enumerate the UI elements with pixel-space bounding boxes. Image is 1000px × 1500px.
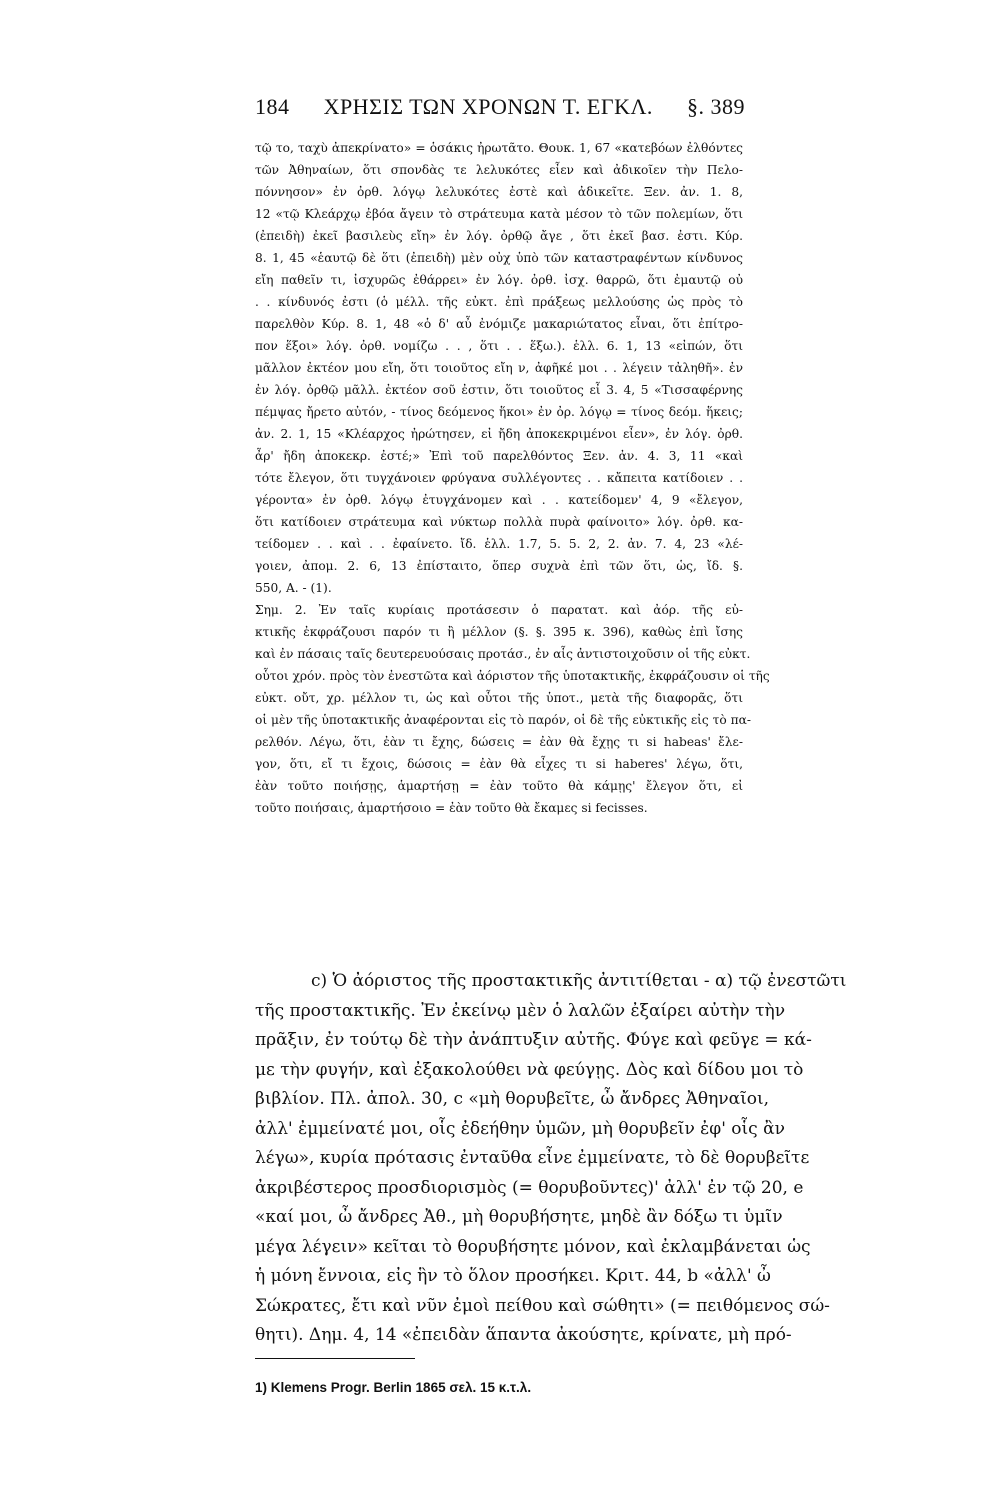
paragraph-line: ἀκριβέστερος προσδιορισμὸς (= θορυβοῦντες)' ἀλλ' ἐν τῷ 20, e: [255, 1177, 804, 1198]
text-line: 550, A. - (1).: [255, 581, 332, 595]
text-line: πόννησον» ἐν ὀρθ. λόγῳ λελυκότες ἐστὲ καὶ ἀδικεῖτε. Ξεν. ἀν. 1. 8,: [255, 185, 743, 199]
section-number: §. 389: [687, 94, 745, 119]
text-line: τείδομεν . . καὶ . . ἐφαίνετο. ἴδ. ἑλλ. 1.7, 5. 5. 2, 2. ἀν. 7. 4, 23 «λέ-: [255, 537, 743, 551]
text-line: τῶν Ἀθηναίων, ὅτι σπονδὰς τε λελυκότες εἶεν καὶ ἀδικοῖεν τὴν Πελο-: [255, 163, 743, 177]
note-line: οἱ μὲν τῆς ὑποτακτικῆς ἀναφέρονται εἰς τὸ παρόν, οἱ δὲ τῆς εὐκτικῆς εἰς τὸ πα-: [255, 713, 751, 727]
text-line: 12 «τῷ Κλεάρχῳ ἐβόα ἄγειν τὸ στράτευμα κατὰ μέσον τὸ τῶν πολεμίων, ὅτι: [255, 207, 743, 221]
note-line: καὶ ἐν πάσαις ταῖς δευτερευούσαις προτάσ., ἐν αἷς ἀντιστοιχοῦσιν οἱ τῆς εὐκτ.: [255, 647, 751, 661]
text-line: ἆρ' ἤδη ἀποκεκρ. ἐστέ;» Ἐπὶ τοῦ παρελθόντος Ξεν. ἀν. 4. 3, 11 «καὶ: [255, 449, 743, 463]
text-line: πέμψας ἤρετο αὐτόν, - τίνος δεόμενος ἥκοι» ἐν ὀρ. λόγῳ = τίνος δεόμ. ἥκεις;: [255, 405, 743, 419]
text-line: 8. 1, 45 «ἑαυτῷ δὲ ὅτι (ἐπειδὴ) μὲν οὐχ ὑπὸ τῶν καταστραφέντων κίνδυνος: [255, 251, 743, 265]
paragraph-line: «καί μοι, ὦ ἄνδρες Ἀθ., μὴ θορυβήσητε, μηδὲ ἂν δόξω τι ὑμῖν: [255, 1207, 783, 1227]
note-line: ρελθόν. Λέγω, ὅτι, ἐὰν τι ἔχης, δώσεις = ἐὰν θὰ ἔχῃς τι si habeas' ἔλε-: [255, 735, 743, 749]
paragraph-line: βιβλίον. Πλ. ἀπολ. 30, c «μὴ θορυβεῖτε, ὦ ἄνδρες Ἀθηναῖοι,: [255, 1089, 770, 1109]
text-line: τῷ το, ταχὺ ἀπεκρίνατο» = ὁσάκις ἠρωτᾶτο. Θουκ. 1, 67 «κατεβόων ἐλθόντες: [255, 141, 743, 155]
note-line: γον, ὅτι, εἴ τι ἔχοις, δώσοις = ἐὰν θὰ εἶχες τι si haberes' λέγω, ὅτι,: [255, 757, 743, 771]
page-number: 184: [255, 94, 290, 119]
note-line: οὗτοι χρόν. πρὸς τὸν ἐνεστῶτα καὶ ἀόριστον τῆς ὑποτακτικῆς, ἐκφράζουσιν οἱ τῆς: [255, 669, 770, 683]
paragraph-line: λέγω», κυρία πρότασις ἐνταῦθα εἶνε ἐμμείνατε, τὸ δὲ θορυβεῖτε: [255, 1148, 810, 1168]
text-line: ὅτι κατίδοιεν στράτευμα καὶ νύκτωρ πολλὰ πυρὰ φαίνοιτο» λόγ. ὀρθ. κα-: [255, 515, 743, 529]
paragraph-line: ἀλλ' ἐμμείνατέ μοι, οἷς ἐδεήθην ὑμῶν, μὴ θορυβεῖν ἐφ' οἷς ἂν: [255, 1118, 785, 1139]
note-line: εὐκτ. οὔτ, χρ. μέλλον τι, ὡς καὶ οὗτοι τῆς ὑποτ., μετὰ τῆς διαφορᾶς, ὅτι: [255, 691, 743, 705]
text-line: γέροντα» ἐν ὀρθ. λόγῳ ἐτυγχάνομεν καὶ . . κατείδομεν' 4, 9 «ἔλεγον,: [255, 493, 743, 507]
note-line: Σημ. 2. Ἐν ταῖς κυρίαις προτάσεσιν ὁ παρατατ. καὶ ἀόρ. τῆς εὐ-: [255, 603, 743, 617]
small-print-block: [255, 137, 770, 819]
paragraph-line: με τὴν φυγήν, καὶ ἐξακολούθει νὰ φεύγῃς. Δὸς καὶ δίδου μοι τὸ: [255, 1059, 804, 1080]
text-line: παρελθὸν Κύρ. 8. 1, 48 «ὁ δ' αὖ ἐνόμιζε μακαριώτατος εἶναι, ὅτι ἐπίτρο-: [255, 317, 743, 331]
main-text-block: [255, 967, 847, 1351]
text-line: μᾶλλον ἐκτέον μου εἴη, ὅτι τοιοῦτος εἴη ν, ἀφῆκέ μοι . . λέγειν τἀληθῆ». ἐν: [255, 361, 743, 375]
note-line: ἐὰν τοῦτο ποιήσῃς, ἁμαρτήσῃ = ἐὰν τοῦτο θὰ κάμῃς' ἔλεγον ὅτι, εἰ: [255, 779, 743, 793]
text-line: γοιεν, ἀπομ. 2. 6, 13 ἐπίσταιτο, ὅπερ συχνὰ ἐπὶ τῶν ὅτι, ὡς, ἴδ. §.: [255, 559, 743, 573]
text-line: εἴη παθεῖν τι, ἰσχυρῶς ἐθάρρει» ἐν λόγ. ὀρθ. ἰσχ. θαρρῶ, ὅτι ἐμαυτῷ οὐ: [255, 273, 743, 287]
paragraph-line: ἡ μόνη ἔννοια, εἰς ἣν τὸ ὅλον προσήκει. Κριτ. 44, b «ἀλλ' ὦ: [255, 1266, 771, 1286]
text-line: (ἐπειδὴ) ἐκεῖ βασιλεὺς εἴη» ἐν λόγ. ὀρθῷ ἄγε , ὅτι ἐκεῖ βασ. ἐστι. Κύρ.: [255, 229, 743, 243]
note-line: τοῦτο ποιήσαις, ἁμαρτήσοιο = ἐὰν τοῦτο θὰ ἔκαμες si fecisses.: [255, 801, 648, 815]
note-line: κτικῆς ἐκφράζουσι παρόν τι ἢ μέλλον (§. §. 395 κ. 396), καθὼς ἐπὶ ἴσης: [255, 625, 743, 639]
text-line: τότε ἔλεγον, ὅτι τυγχάνοιεν φρύγανα συλλέγοντες . . κἄπειτα κατίδοιεν . .: [255, 471, 743, 485]
page-header: [255, 94, 745, 120]
paragraph-line: μέγα λέγειν» κεῖται τὸ θορυβήσητε μόνον, καὶ ἐκλαμβάνεται ὡς: [255, 1236, 811, 1257]
paragraph-line: τῆς προστακτικῆς. Ἐν ἐκείνῳ μὲν ὁ λαλῶν ἐξαίρει αὐτὴν τὴν: [255, 1000, 786, 1021]
paragraph-line: θητι). Δημ. 4, 14 «ἐπειδὰν ἅπαντα ἀκούσητε, κρίνατε, μὴ πρό-: [255, 1325, 792, 1345]
footnote: 1) Klemens Progr. Berlin 1865 σελ. 15 κ.τ.λ.: [255, 1380, 532, 1395]
paragraph-line: πρᾶξιν, ἐν τούτῳ δὲ τὴν ἀνάπτυξιν αὐτῆς. Φύγε καὶ φεῦγε = κά-: [255, 1030, 812, 1050]
paragraph-line: c) Ὁ ἀόριστος τῆς προστακτικῆς ἀντιτίθεται - α) τῷ ἐνεστῶτι: [311, 971, 847, 991]
text-line: . . κίνδυνός ἐστι (ὁ μέλλ. τῆς εὐκτ. ἐπὶ πράξεως μελλούσης ὡς πρὸς τὸ: [255, 295, 743, 309]
text-line: πον ἕξοι» λόγ. ὀρθ. νομίζω . . , ὅτι . . ἕξω.). ἑλλ. 6. 1, 13 «εἰπών, ὅτι: [255, 339, 743, 353]
footnote-divider: [255, 1358, 415, 1359]
running-title: ΧΡΗΣΙΣ ΤΩΝ ΧΡΟΝΩΝ Τ. ΕΓΚΛ.: [323, 94, 653, 119]
text-line: ἀν. 2. 1, 15 «Κλέαρχος ἠρώτησεν, εἰ ἤδη ἀποκεκριμένοι εἶεν», ἐν λόγ. ὀρθ.: [255, 427, 743, 441]
paragraph-line: Σώκρατες, ἔτι καὶ νῦν ἐμοὶ πείθου καὶ σώθητι» (= πειθόμενος σώ-: [255, 1295, 830, 1316]
text-line: ἐν λόγ. ὀρθῷ μᾶλλ. ἐκτέον σοῦ ἐστιν, ὅτι τοιοῦτος εἶ 3. 4, 5 «Τισσαφέρνης: [255, 383, 743, 397]
